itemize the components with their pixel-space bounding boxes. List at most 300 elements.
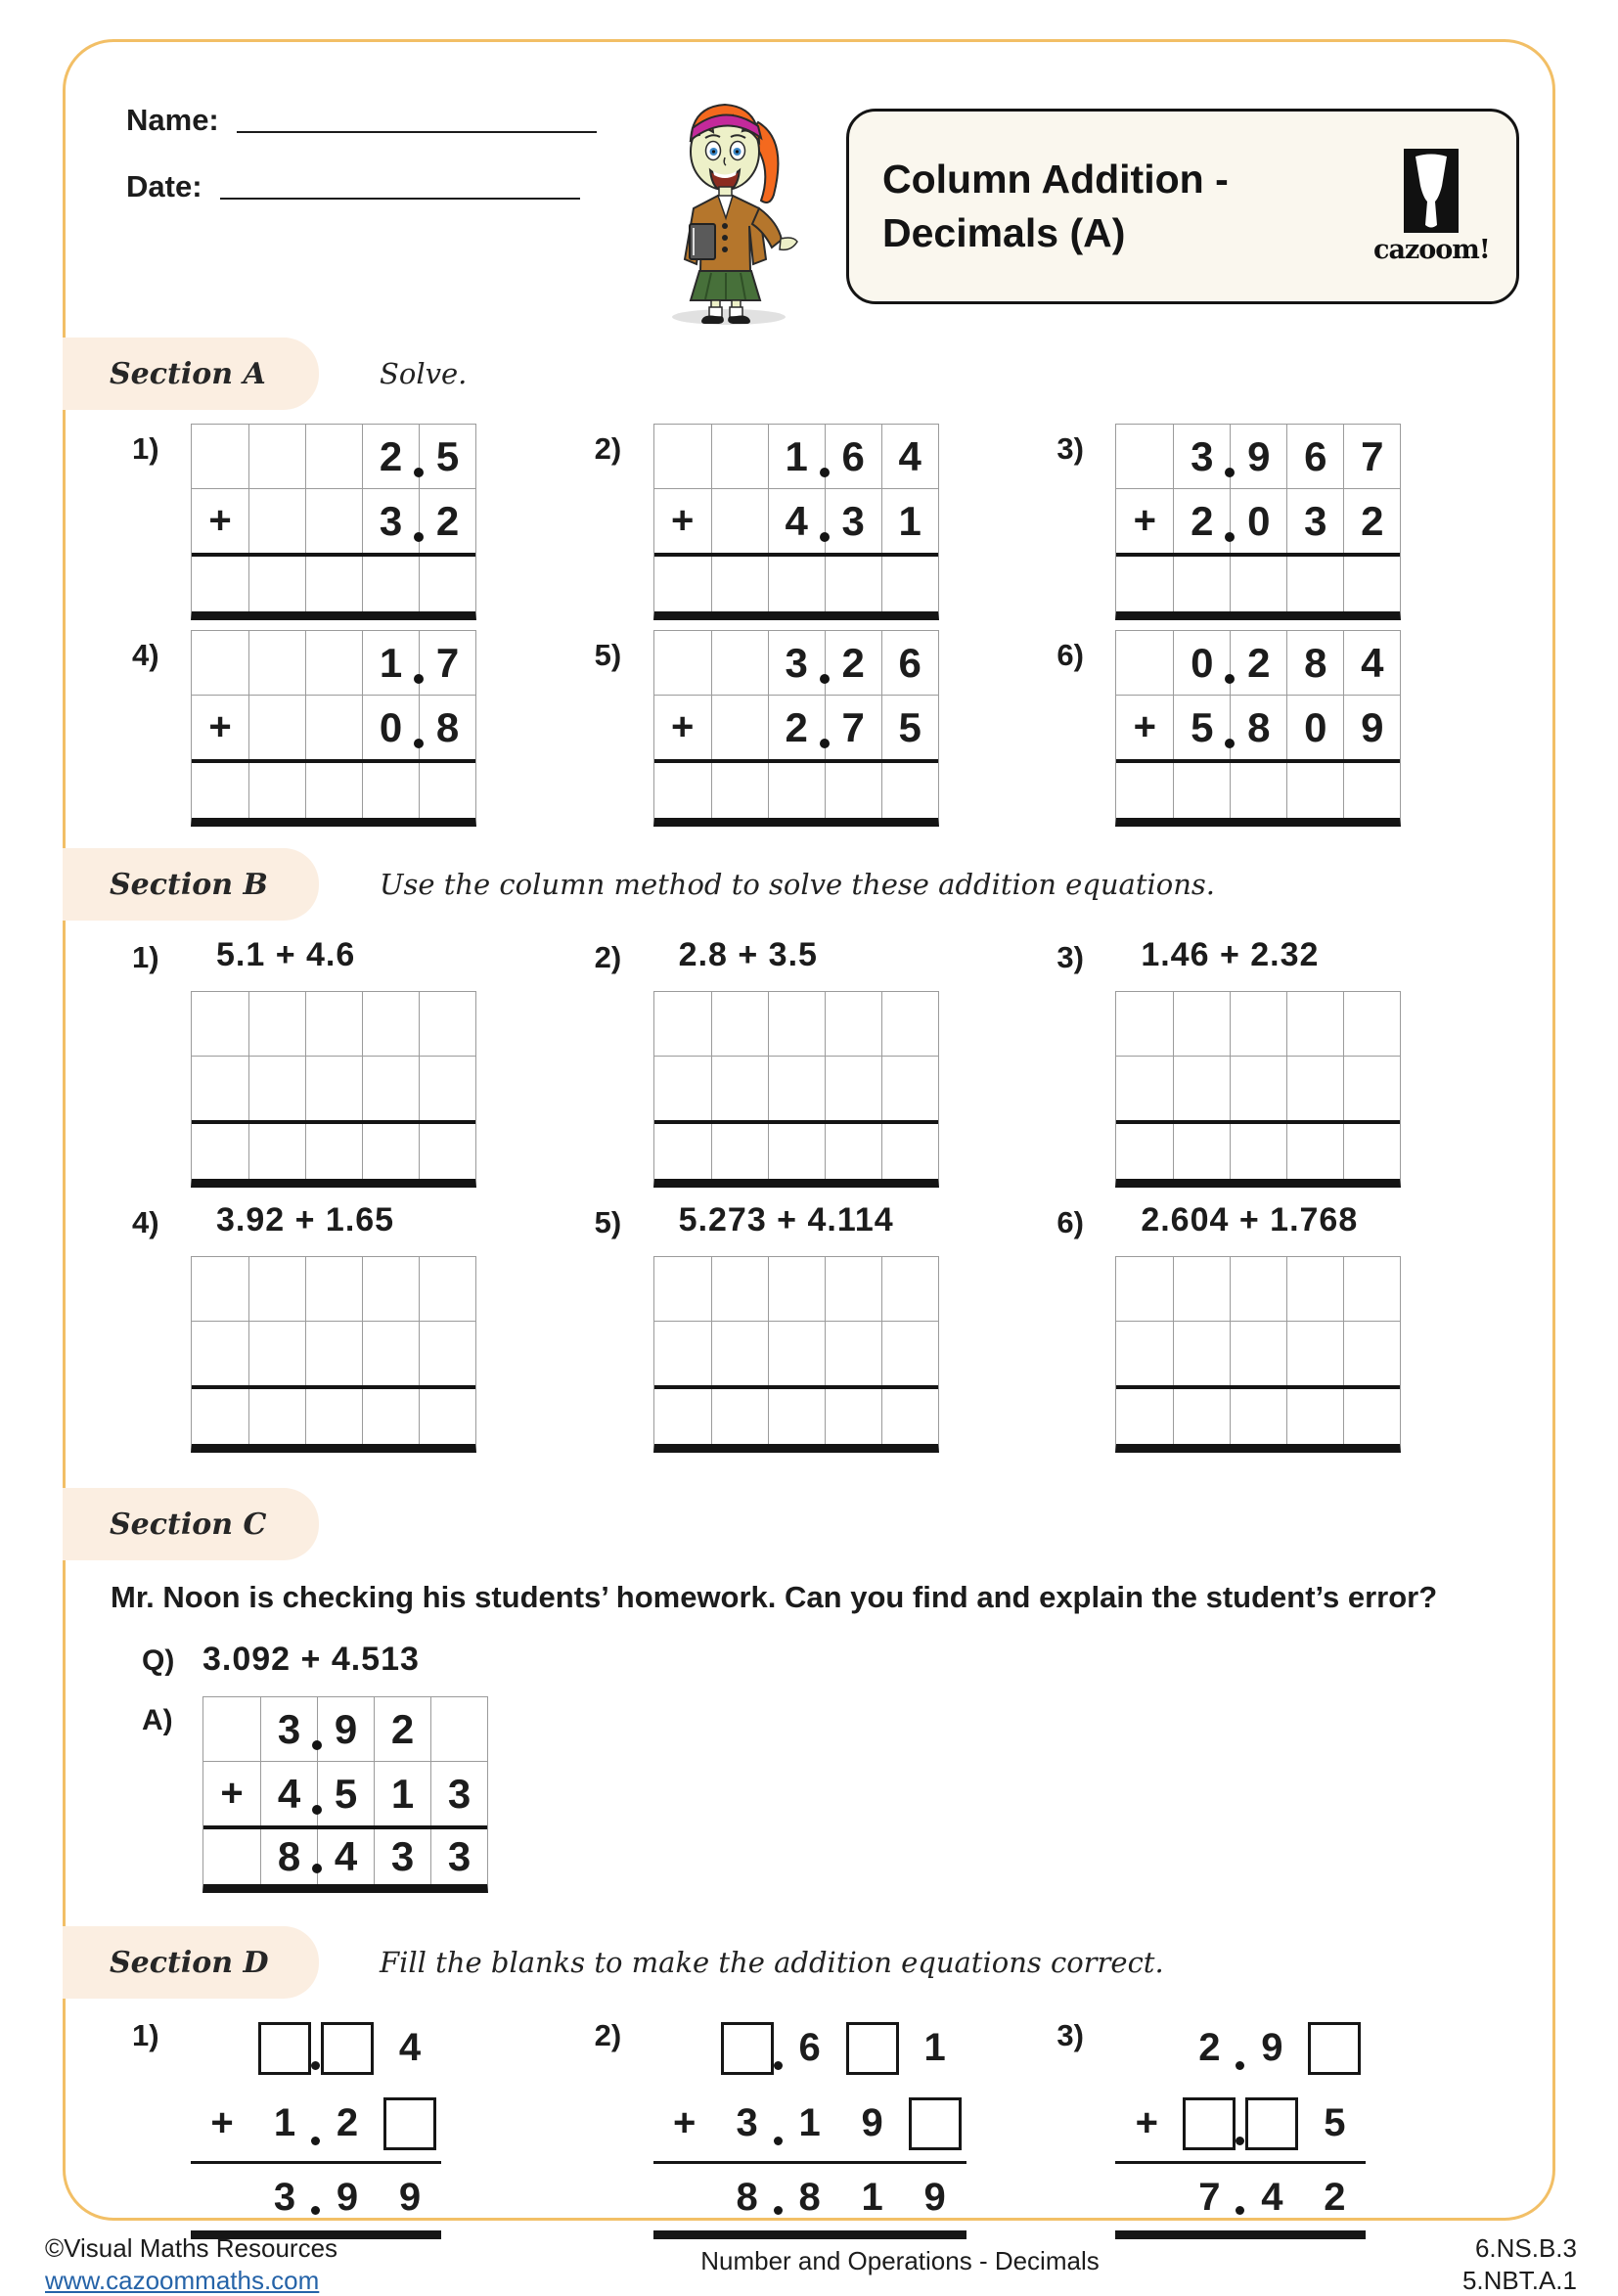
addition-grid [191,630,476,827]
section-c-prompt: Mr. Noon is checking his students’ homework. Can you find and explain the student’s error? [111,1580,1519,1615]
digit-cell: 8 [716,2164,779,2230]
decimal-point [311,2137,320,2145]
empty-cell[interactable] [192,1322,248,1385]
empty-cell[interactable] [305,1322,362,1385]
problem-expression: 2.604 + 1.768 [1141,1197,1358,1239]
empty-cell[interactable] [419,1057,475,1120]
fill-blank-grid [1115,2010,1366,2239]
digit-cell: 8 [419,696,475,759]
empty-cell[interactable] [711,1057,768,1120]
empty-cell[interactable] [1116,1322,1173,1385]
empty-cell[interactable] [1230,1322,1286,1385]
digit-cell: 5 [1173,696,1230,759]
digit-cell: 1 [362,631,419,695]
empty-cell[interactable] [1173,992,1230,1056]
addition-grid [1115,424,1401,620]
digit-cell: 8 [1286,631,1343,695]
empty-cell[interactable] [825,557,881,611]
empty-cell[interactable] [711,992,768,1056]
empty-cell[interactable] [192,1389,248,1444]
section-a-problem [595,424,1057,620]
empty-cell[interactable] [881,1057,938,1120]
answer-row [192,553,475,611]
blank-box[interactable] [909,2097,962,2150]
header [99,77,1519,326]
empty-cell[interactable] [1116,992,1173,1056]
digit-cell: 9 [316,2164,379,2230]
empty-cell[interactable] [881,1124,938,1179]
empty-cell[interactable] [768,1389,825,1444]
empty-cell[interactable] [1173,1257,1230,1321]
empty-cell[interactable] [192,631,248,695]
decimal-point [774,2206,783,2215]
blank-box[interactable] [1308,2022,1361,2075]
blank-working-grid [191,991,476,1188]
standard-code-2: 5.NBT.A.1 [1462,2265,1577,2296]
title-line1: Column Addition - [882,157,1229,202]
section-a-label: Section A [110,357,266,391]
problem-number: 3) [1056,2010,1115,2053]
empty-cell[interactable] [1116,1389,1173,1444]
empty-cell[interactable] [305,1389,362,1444]
standard-code-1: 6.NS.B.3 [1462,2232,1577,2265]
plus-sign-cell: + [203,1762,260,1825]
cazoom-logo-icon [1401,149,1461,233]
empty-cell[interactable] [654,425,711,488]
digit-cell: 8 [779,2164,841,2230]
empty-cell[interactable] [1343,763,1400,818]
answer-row [1116,553,1400,611]
plus-sign-cell: + [654,489,711,553]
empty-cell[interactable] [248,557,305,611]
blank-working-grid [1115,991,1401,1188]
empty-cell[interactable] [711,1257,768,1321]
empty-cell[interactable] [362,1057,419,1120]
empty-cell[interactable] [192,557,248,611]
grid-row [1116,992,1400,1056]
empty-cell[interactable] [825,1057,881,1120]
decimal-point [312,1805,322,1815]
empty-cell[interactable] [825,1389,881,1444]
empty-cell[interactable] [825,763,881,818]
empty-cell[interactable] [1343,1057,1400,1120]
empty-cell[interactable] [1230,992,1286,1056]
empty-cell[interactable] [1173,1057,1230,1120]
empty-cell[interactable] [1173,1124,1230,1179]
digit-cell: 8 [260,1829,317,1884]
problem-header [132,1197,595,1240]
empty-cell[interactable] [192,763,248,818]
empty-cell[interactable] [192,992,248,1056]
empty-cell[interactable] [1343,1389,1400,1444]
empty-cell[interactable] [1286,557,1343,611]
empty-cell[interactable] [248,489,305,553]
digit-cell: 1 [881,489,938,553]
section-b-instruction: Use the column method to solve these addition equations. [380,868,1215,901]
grid-row [1116,695,1400,759]
empty-cell[interactable] [768,557,825,611]
grid-row [192,1056,475,1120]
empty-cell[interactable] [362,1389,419,1444]
answer-row [192,759,475,818]
digit-cell: 5 [317,1762,374,1825]
blank-box[interactable] [258,2022,311,2075]
empty-cell[interactable] [711,557,768,611]
empty-cell[interactable] [881,763,938,818]
blank-box[interactable] [321,2022,374,2075]
empty-cell[interactable] [1286,1389,1343,1444]
plus-sign-cell: + [191,2086,253,2161]
empty-cell[interactable] [768,1057,825,1120]
grid-row [654,631,938,695]
empty-cell [1115,2164,1178,2230]
problem-number: 6) [1056,1197,1115,1240]
plus-sign-cell: + [192,696,248,759]
problem-number: 5) [595,630,653,673]
worksheet-title [882,153,1373,260]
empty-cell [1115,2010,1178,2086]
empty-cell[interactable] [1230,557,1286,611]
empty-cell[interactable] [1286,1124,1343,1179]
digit-cell: 9 [1230,425,1286,488]
empty-cell[interactable] [825,1257,881,1321]
empty-cell[interactable] [362,992,419,1056]
blank-box[interactable] [846,2022,899,2075]
empty-cell[interactable] [305,1124,362,1179]
grid-row [1116,425,1400,488]
blank-box[interactable] [1245,2097,1298,2150]
grid-row [1116,1321,1400,1385]
digit-cell: 4 [260,1762,317,1825]
empty-cell[interactable] [1286,1257,1343,1321]
empty-cell[interactable] [1173,557,1230,611]
empty-cell[interactable] [248,425,305,488]
digit-cell: 3 [253,2164,316,2230]
digit-cell: 8 [1230,696,1286,759]
section-b-pill [63,848,319,921]
working-grid-holder [653,991,1057,1188]
empty-cell[interactable] [768,1124,825,1179]
problem-header [1056,932,1519,975]
problem-number: 1) [132,932,191,975]
decimal-point [414,468,424,477]
empty-cell[interactable] [1343,992,1400,1056]
section-a-problem [595,630,1057,827]
digit-cell: 4 [317,1829,374,1884]
blank-box[interactable] [1183,2097,1236,2150]
addition-grid [653,424,939,620]
empty-cell[interactable] [1173,1322,1230,1385]
digit-cell: 0 [1286,696,1343,759]
empty-cell[interactable] [305,992,362,1056]
empty-cell[interactable] [1230,1257,1286,1321]
empty-cell[interactable] [362,1124,419,1179]
empty-cell[interactable] [654,1389,711,1444]
digit-cell: 0 [1173,631,1230,695]
empty-cell[interactable] [305,425,362,488]
empty-cell[interactable] [711,696,768,759]
fill-blank-grid [653,2010,966,2239]
empty-cell[interactable] [192,1057,248,1120]
section-c-question [142,1641,1519,1679]
empty-cell[interactable] [248,1257,305,1321]
digit-cell: 4 [1343,631,1400,695]
copyright-text: ©Visual Maths Resources [45,2232,337,2265]
empty-cell[interactable] [881,1257,938,1321]
decimal-point [414,532,424,542]
name-label: Name: [126,103,219,138]
blank-box-cell [316,2010,379,2086]
empty-cell[interactable] [1286,1057,1343,1120]
empty-cell[interactable] [1116,1057,1173,1120]
empty-cell[interactable] [768,1257,825,1321]
empty-cell[interactable] [305,1057,362,1120]
empty-cell[interactable] [1116,557,1173,611]
empty-cell[interactable] [203,1697,260,1761]
empty-cell[interactable] [881,557,938,611]
empty-cell [653,2164,716,2230]
empty-cell[interactable] [1286,1322,1343,1385]
empty-cell[interactable] [192,425,248,488]
problem-number: 1) [132,424,191,467]
blank-box-cell [1178,2086,1240,2161]
section-b-header [99,848,1519,921]
digit-cell: 7 [1343,425,1400,488]
empty-cell[interactable] [1116,425,1173,488]
empty-cell[interactable] [362,1322,419,1385]
empty-cell[interactable] [654,1257,711,1321]
blank-box[interactable] [721,2022,774,2075]
empty-cell[interactable] [711,763,768,818]
empty-cell[interactable] [1173,1389,1230,1444]
problem-number: 2) [595,932,653,975]
empty-cell[interactable] [1116,1124,1173,1179]
name-date-block [126,103,635,236]
cazoom-logo [1373,149,1489,265]
digit-cell: 3 [430,1829,487,1884]
empty-cell[interactable] [881,1322,938,1385]
section-b-problem [1056,1197,1519,1453]
date-input-line[interactable] [220,198,580,200]
empty-cell[interactable] [1343,557,1400,611]
name-input-line[interactable] [237,131,597,133]
empty-cell[interactable] [768,992,825,1056]
empty-cell[interactable] [1173,763,1230,818]
empty-cell[interactable] [654,992,711,1056]
digit-cell: 4 [881,425,938,488]
empty-cell[interactable] [362,557,419,611]
empty-cell[interactable] [654,557,711,611]
problem-expression: 1.46 + 2.32 [1141,932,1319,974]
empty-cell[interactable] [711,1322,768,1385]
empty-cell[interactable] [419,1124,475,1179]
date-label: Date: [126,169,202,204]
grid-row [654,425,938,488]
empty-cell[interactable] [305,1257,362,1321]
digit-cell: 2 [768,696,825,759]
empty-cell[interactable] [430,1697,487,1761]
digit-cell: 1 [841,2164,904,2230]
empty-cell[interactable] [881,1389,938,1444]
empty-cell[interactable] [1343,1257,1400,1321]
website-link[interactable]: www.cazoommaths.com [45,2265,337,2296]
digit-cell: 4 [1240,2164,1303,2230]
empty-cell[interactable] [711,489,768,553]
name-field [126,103,635,138]
footer [0,2232,1618,2296]
empty-cell[interactable] [362,763,419,818]
empty-cell[interactable] [654,1322,711,1385]
digit-cell: 3 [374,1829,430,1884]
empty-cell[interactable] [768,763,825,818]
empty-cell[interactable] [1343,1124,1400,1179]
empty-cell[interactable] [1230,1389,1286,1444]
empty-cell[interactable] [711,1389,768,1444]
empty-cell[interactable] [362,1257,419,1321]
empty-cell[interactable] [711,1124,768,1179]
plus-sign-cell: + [653,2086,716,2161]
section-c-pill [63,1488,319,1560]
blank-box-cell [841,2010,904,2086]
plus-sign-cell: + [1116,696,1173,759]
empty-cell[interactable] [768,1322,825,1385]
grid-row [192,488,475,553]
section-d-instruction: Fill the blanks to make the addition equations correct. [380,1946,1164,1979]
empty-cell[interactable] [825,1322,881,1385]
grid-row [654,695,938,759]
empty-cell[interactable] [419,1322,475,1385]
answer-row [654,759,938,818]
problem-expression: 3.92 + 1.65 [216,1197,394,1239]
answer-row [654,1385,938,1444]
empty-cell[interactable] [711,425,768,488]
empty-cell[interactable] [1343,1322,1400,1385]
empty-cell[interactable] [1286,763,1343,818]
blank-working-grid [1115,1256,1401,1453]
section-a-problems [99,424,1519,827]
date-field [126,169,635,204]
plus-sign-cell: + [654,696,711,759]
digit-cell: 2 [1230,631,1286,695]
digit-cell: 9 [317,1697,374,1761]
empty-cell[interactable] [654,1057,711,1120]
empty-cell[interactable] [192,1257,248,1321]
problem-number: 5) [595,1197,653,1240]
digit-cell: 7 [1178,2164,1240,2230]
blank-box[interactable] [383,2097,436,2150]
digit-cell: 7 [419,631,475,695]
grid-row [1116,1257,1400,1321]
empty-cell[interactable] [419,1389,475,1444]
empty-cell[interactable] [203,1829,260,1884]
problem-number: 4) [132,630,191,673]
empty-cell[interactable] [1116,1257,1173,1321]
question-expression: 3.092 + 4.513 [202,1641,420,1679]
empty-cell[interactable] [1230,1124,1286,1179]
empty-cell[interactable] [305,696,362,759]
empty-cell[interactable] [248,631,305,695]
empty-cell[interactable] [825,992,881,1056]
decimal-point [311,2206,320,2215]
working-grid-holder [653,1256,1057,1453]
empty-cell[interactable] [825,1124,881,1179]
answer-row [1116,759,1400,818]
empty-cell[interactable] [654,1124,711,1179]
grid-row [1116,488,1400,553]
empty-cell[interactable] [248,696,305,759]
digit-cell: 6 [1286,425,1343,488]
empty-cell[interactable] [192,1124,248,1179]
empty-cell[interactable] [305,557,362,611]
working-grid-holder [1115,1256,1519,1453]
empty-cell[interactable] [248,1389,305,1444]
digit-cell: 2 [316,2086,379,2161]
decimal-point [820,674,830,684]
working-grid-holder [191,1256,595,1453]
empty-cell[interactable] [305,631,362,695]
empty-cell[interactable] [654,763,711,818]
section-c-label: Section C [110,1508,266,1542]
empty-cell[interactable] [248,992,305,1056]
empty-cell [191,2010,253,2086]
digit-cell: 2 [1178,2010,1240,2086]
empty-cell[interactable] [419,763,475,818]
digit-cell: 2 [1303,2164,1366,2230]
empty-cell[interactable] [419,1257,475,1321]
footer-standards [1462,2232,1577,2296]
working-grid-holder [1115,991,1519,1188]
problem-expression: 2.8 + 3.5 [679,932,818,974]
empty-cell[interactable] [248,763,305,818]
problem-header [1056,1197,1519,1240]
empty-cell[interactable] [419,557,475,611]
empty-cell[interactable] [248,1322,305,1385]
empty-cell[interactable] [881,992,938,1056]
empty-cell[interactable] [1286,992,1343,1056]
digit-cell: 6 [881,631,938,695]
empty-cell[interactable] [1116,763,1173,818]
problem-number: 2) [595,2010,653,2053]
grid-row [1115,2010,1366,2086]
empty-cell[interactable] [654,631,711,695]
grid-row [192,631,475,695]
empty-cell[interactable] [248,1057,305,1120]
empty-cell[interactable] [711,631,768,695]
answer-row [203,1825,487,1884]
empty-cell[interactable] [248,1124,305,1179]
empty-cell[interactable] [1230,763,1286,818]
grid-row [654,488,938,553]
empty-cell[interactable] [1116,631,1173,695]
digit-cell: 4 [379,2010,441,2086]
answer-row [191,2161,441,2230]
decimal-point [774,2061,783,2070]
grid-row [191,2010,441,2086]
empty-cell[interactable] [1230,1057,1286,1120]
empty-cell[interactable] [305,489,362,553]
digit-cell: 3 [260,1697,317,1761]
empty-cell[interactable] [419,992,475,1056]
empty-cell[interactable] [305,763,362,818]
grid-row [1115,2086,1366,2161]
section-d-label: Section D [110,1946,269,1980]
section-b-problems [99,932,1519,1453]
digit-cell: 9 [1240,2010,1303,2086]
worksheet-frame [63,39,1555,2221]
section-d-problems [99,2010,1519,2239]
digit-cell: 0 [362,696,419,759]
digit-cell: 1 [374,1762,430,1825]
